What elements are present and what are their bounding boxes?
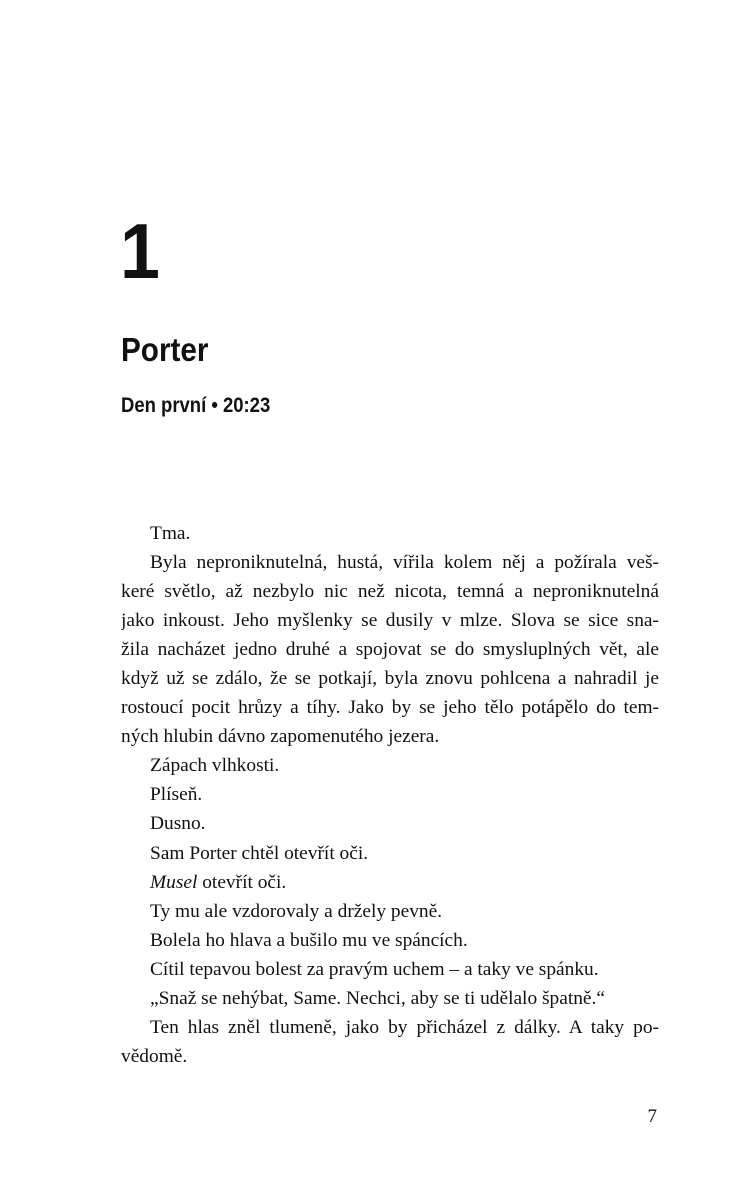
chapter-subtitle: Den první • 20:23 [121,394,271,417]
paragraph-line: Zápach vlhkosti. [150,755,280,777]
paragraph-line: žila nacházet jedno druhé a spojovat se do smysluplných vět, ale [121,639,659,661]
paragraph-line: jako inkoust. Jeho myšlenky se dusily v mlze. Slova se sice sna- [121,610,659,632]
paragraph-line: Ty mu ale vzdorovaly a držely pevně. [150,900,443,922]
paragraph-line: Ten hlas zněl tlumeně, jako by přicházel z dálky. A taky po- [150,1016,659,1038]
paragraph-line: Plíseň. [150,784,203,806]
paragraph-line: vědomě. [121,1045,188,1067]
paragraph-line: ných hlubin dávno zapomenutého jezera. [121,726,440,748]
paragraph-line [121,868,659,897]
paragraph-line: Sam Porter chtěl otevřít oči. [150,842,369,864]
page-number: 7 [647,1106,657,1127]
paragraph-text: otevřít oči. [197,871,287,893]
chapter-number: 1 [120,207,159,295]
paragraph-line: rostoucí pocit hrůzy a tíhy. Jako by se jeho tělo potápělo do tem- [121,697,659,719]
paragraph-line: Byla neproniknutelná, hustá, vířila kolem něj a požírala veš- [150,552,659,574]
chapter-body [121,519,659,1071]
paragraph-line: když už se zdálo, že se potkají, byla znovu pohlcena a nahradil je [121,668,659,690]
paragraph-line: keré světlo, až nezbylo nic než nicota, temná a neproniknutelná [121,581,659,603]
paragraph-line: Cítil tepavou bolest za pravým uchem – a taky ve spánku. [150,958,599,980]
emphasis-text: Musel [150,871,198,893]
paragraph-line: „Snaž se nehýbat, Same. Nechci, aby se ti udělalo špatně.“ [150,987,605,1009]
paragraph-line: Dusno. [150,813,206,835]
paragraph-line: Tma. [150,523,191,544]
paragraph-line: Bolela ho hlava a bušilo mu ve spáncích. [150,929,468,951]
chapter-title: Porter [121,331,209,368]
